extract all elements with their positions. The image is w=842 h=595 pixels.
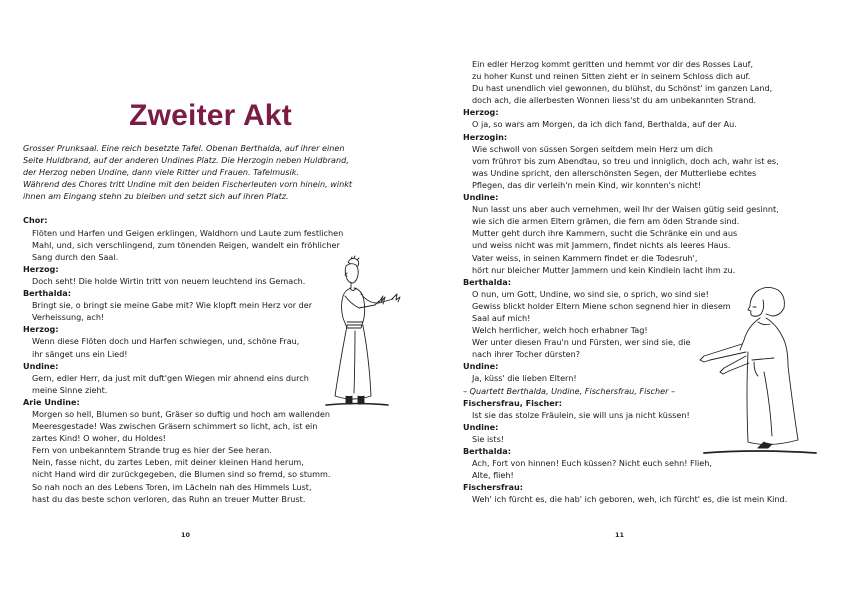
speaker-name: Chor: bbox=[23, 215, 48, 226]
speaker-name: Undine: bbox=[463, 361, 499, 372]
stage-direction: Grosser Prunksaal. Eine reich besetzte Tafel. Obenan Berthalda, auf ihrer einen bbox=[23, 143, 345, 153]
dialogue-line: zartes Kind! O woher, du Holdes! bbox=[32, 433, 166, 444]
speaker-name: Berthalda: bbox=[23, 288, 72, 299]
dialogue-line: Pflegen, das dir verleih'n mein Kind, wir konnten's nicht! bbox=[472, 179, 701, 190]
dialogue-line: nach ihrer Tocher dürsten? bbox=[472, 349, 581, 360]
dialogue-line: Fern von unbekanntem Strande trug es hier der See heran. bbox=[32, 445, 272, 456]
speaker-name: Herzogin: bbox=[463, 131, 508, 142]
dialogue-line: Nein, fasse nicht, du zartes Leben, mit deiner kleinen Hand herum, bbox=[32, 457, 304, 468]
dialogue-line: Wenn diese Flöten doch und Harfen schwiegen, und, schöne Frau, bbox=[32, 336, 300, 347]
speaker-name: Herzog: bbox=[23, 263, 59, 274]
dialogue-line: doch ach, die allerbesten Wonnen liess'st du am unbekannten Strand. bbox=[472, 95, 757, 106]
dialogue-line: Du hast unendlich viel gewonnen, du blühst, du Schönst' im ganzen Land, bbox=[472, 83, 773, 94]
dialogue-line: Welch herrlicher, welch hoch erhabner Tag! bbox=[472, 325, 648, 336]
woman-reaching-illustration bbox=[694, 282, 819, 457]
dialogue-line: hört nur bleicher Mutter Jammern und kein Kindlein lacht ihm zu. bbox=[472, 264, 736, 275]
dialogue-line: Alte, flieh! bbox=[472, 470, 514, 481]
dialogue-line: wie sich die armen Eltern grämen, die fern am öden Strande sind. bbox=[472, 216, 740, 227]
act-title: Zweiter Akt bbox=[129, 99, 292, 132]
dialogue-line: ihr sänget uns ein Lied! bbox=[32, 348, 128, 359]
dialogue-line: hast du das beste schon verloren, das Ruhn an treuer Mutter Brust. bbox=[32, 493, 306, 504]
dialogue-line: Gern, edler Herr, da just mit duft'gen Wiegen mir ahnend eins durch bbox=[32, 372, 309, 383]
speaker-name: Herzog: bbox=[23, 324, 59, 335]
dialogue-line: Bringt sie, o bringt sie meine Gabe mit? Wie klopft mein Herz vor der bbox=[32, 300, 313, 311]
dialogue-line: Meeresgestade! Was zwischen Gräsern schimmert so licht, ach, ist ein bbox=[32, 421, 318, 432]
stage-direction: ihnen am Eingang stehn zu bleiben und setzt sich auf ihren Platz. bbox=[23, 191, 289, 202]
dialogue-line: Weh' ich fürcht es, die hab' ich geboren, weh, ich fürcht' es, die ist mein Kind. bbox=[472, 494, 788, 505]
dialogue-line: Wie schwoll von süssen Sorgen seitdem mein Herz um dich bbox=[472, 143, 713, 154]
dialogue-line: Morgen so hell, Blumen so bunt, Gräser so duftig und hoch am wallenden bbox=[32, 408, 330, 419]
dialogue-line: Doch seht! Die holde Wirtin tritt von neuem leuchtend ins Gemach. bbox=[32, 275, 306, 286]
dialogue-line: Ein edler Herzog kommt geritten und hemmt vor dir des Rosses Lauf, bbox=[472, 59, 754, 69]
dialogue-line: Verheissung, ach! bbox=[32, 312, 105, 323]
speaker-name: Undine: bbox=[23, 360, 59, 371]
dialogue-line: nicht Hand wird dir zurückgegeben, die Blumen sind so fremd, so stumm. bbox=[32, 469, 331, 480]
dialogue-line: O ja, so wars am Morgen, da ich dich fand, Berthalda, auf der Au. bbox=[472, 119, 737, 130]
speaker-name: Berthalda: bbox=[463, 446, 512, 456]
dialogue-line: was Undine spricht, den allerschönsten Segen, der Mutterliebe echtes bbox=[472, 167, 757, 178]
page-number: 11 bbox=[614, 531, 625, 539]
dialogue-line: Mahl, und, sich verschlingend, zum tönenden Reigen, wandelt ein fröhlicher bbox=[32, 239, 340, 250]
dialogue-line: Mutter geht durch ihre Kammern, sucht die Schränke ein und aus bbox=[472, 228, 738, 239]
dialogue-line: Ist sie das stolze Fräulein, sie will uns ja nicht küssen! bbox=[472, 409, 690, 420]
dialogue-line: Ja, küss' die lieben Eltern! bbox=[472, 373, 577, 384]
dialogue-line: Wer unter diesen Frau'n und Fürsten, wer sind sie, die bbox=[472, 337, 691, 348]
dialogue-line: meine Sinne zieht. bbox=[32, 384, 108, 395]
spacer bbox=[23, 202, 352, 214]
dialogue-line: Gewiss blickt holder Eltern Miene schon segnend hier in diesem bbox=[472, 300, 731, 311]
dialogue-line: zu hoher Kunst und reinen Sitten zieht er in seinem Schloss dich auf. bbox=[472, 71, 751, 82]
dialogue-line: vom frühroт bis zum Abendtau, so treu und inniglich, doch ach, wahr ist es, bbox=[472, 155, 779, 166]
dialogue-line: Nun lasst uns aber auch vernehmen, weil Ihr der Waisen gütig seid gesinnt, bbox=[472, 204, 779, 215]
dialogue-line: Flöten und Harfen und Geigen erklingen, Waldhorn und Laute zum festlichen bbox=[32, 227, 344, 238]
page-number: 10 bbox=[180, 531, 191, 539]
speaker-name: Undine: bbox=[463, 421, 499, 432]
stage-direction: der Herzog neben Undine, dann viele Ritter und Frauen. Tafelmusik. bbox=[23, 167, 299, 178]
stage-direction: – Quartett Berthalda, Undine, Fischersfrau, Fischer – bbox=[463, 385, 676, 396]
dialogue-line: Sang durch den Saal. bbox=[32, 251, 119, 262]
dialogue-line: Ach, Fort von hinnen! Euch küssen? Nicht euch sehn! Flieh, bbox=[472, 458, 712, 469]
stage-direction: Seite Huldbrand, auf der anderen Undines Platz. Die Herzogin neben Huldbrand, bbox=[23, 155, 349, 166]
right-page bbox=[421, 0, 842, 595]
speaker-name: Fischersfrau, Fischer: bbox=[463, 397, 563, 408]
dialogue-line: So nah noch an des Lebens Toren, im Lächeln nah des Himmels Lust, bbox=[32, 481, 312, 492]
left-page-text bbox=[23, 142, 352, 505]
dialogue-line: Sie ists! bbox=[472, 433, 505, 444]
stage-direction: Während des Chores tritt Undine mit den beiden Fischerleuten vorn hinein, winkt bbox=[23, 179, 353, 190]
woman-gesturing-illustration bbox=[318, 256, 414, 406]
speaker-name: Arie Undine: bbox=[23, 396, 80, 407]
speaker-name: Undine: bbox=[463, 192, 499, 203]
speaker-name: Herzog: bbox=[463, 107, 499, 118]
dialogue-line: O nun, um Gott, Undine, wo sind sie, o sprich, wo sind sie! bbox=[472, 288, 709, 299]
speaker-name: Fischersfrau: bbox=[463, 482, 523, 493]
dialogue-line: Saal auf mich! bbox=[472, 312, 531, 323]
dialogue-line: und weiss nicht was mit Jammern, findet nichts als leeres Haus. bbox=[472, 240, 731, 251]
speaker-name: Berthalda: bbox=[463, 276, 512, 287]
dialogue-line: Vater weiss, in seinen Kammern findet er die Todesruh', bbox=[472, 252, 698, 263]
